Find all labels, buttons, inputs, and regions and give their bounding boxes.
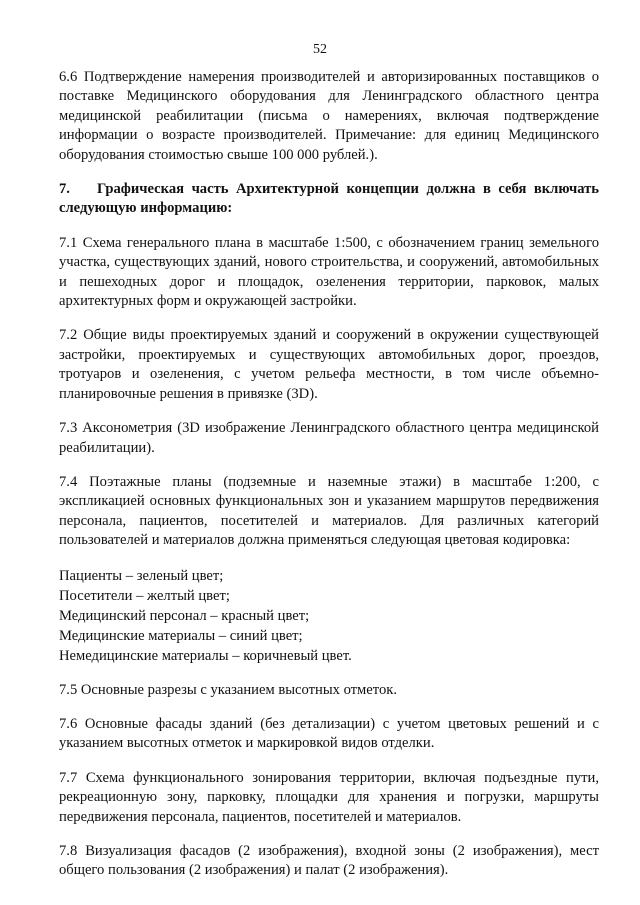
paragraph-7-4: 7.4 Поэтажные планы (подземные и наземные этажи) в масштабе 1:200, с экспликацией основных функциональных зон и указанием маршрутов передвижения персонала, пациентов, посетителей и материалов. Для различных категорий пользователей и материалов должна применяться следующая цветовая кодировка: [59, 473, 599, 549]
page-number: 52 [313, 42, 327, 57]
paragraph-7-7: 7.7 Схема функционального зонирования территории, включая подъездные пути, рекреационную зону, парковку, площадки для хранения и погрузки, маршруты передвижения персонала, пациентов, посетителей и материалов. [59, 769, 599, 825]
paragraph-7-5: 7.5 Основные разрезы с указанием высотных отметок. [59, 681, 397, 698]
paragraph-7-2: 7.2 Общие виды проектируемых зданий и сооружений в окружении существующей застройки, проектируемых и существующих автомобильных дорог, проездов, тротуаров и озеленения, с учетом рельефа местности, в том числе объемно-планировочные решения в привязке (3D). [59, 327, 599, 402]
color-coding-list [59, 566, 599, 666]
color-coding-item: Немедицинские материалы – коричневый цвет. [59, 647, 352, 664]
section-7-title: Графическая часть Архитектурной концепции должна в себя включать следующую информацию: [59, 181, 599, 217]
color-coding-item: Медицинские материалы – синий цвет; [59, 627, 303, 644]
paragraph-7-8: 7.8 Визуализация фасадов (2 изображения), входной зоны (2 изображения), мест общего пользования (2 изображения) и палат (2 изображения). [59, 842, 599, 879]
paragraph-6-6: 6.6 Подтверждение намерения производителей и авторизированных поставщиков о поставке Медицинского оборудования для Ленинградского областного центра медицинской реабилитации (письма о намерениях, включая подтверждение информации о возрасте производителей. Примечание: для единиц Медицинского оборудования стоимостью свыше 100 000 рублей.). [59, 69, 599, 163]
section-7-number: 7. [59, 181, 70, 198]
paragraph-7-3: 7.3 Аксонометрия (3D изображение Ленинградского областного центра медицинской реабилитации). [59, 420, 599, 456]
color-coding-item: Посетители – желтый цвет; [59, 587, 230, 604]
paragraph-7-1: 7.1 Схема генерального плана в масштабе 1:500, с обозначением границ земельного участка, существующих зданий, нового строительства, и сооружений, автомобильных и пешеходных дорог и площадок, озеленения территории, парковок, малых архитектурных форм и окружающей застройки. [59, 234, 599, 310]
section-7-heading [59, 180, 599, 219]
paragraph-7-6: 7.6 Основные фасады зданий (без детализации) с учетом цветовых решений и с указанием высотных отметок и маркировкой видов отделки. [59, 715, 599, 752]
color-coding-item: Пациенты – зеленый цвет; [59, 567, 224, 584]
document-body [59, 68, 599, 896]
color-coding-item: Медицинский персонал – красный цвет; [59, 607, 310, 624]
